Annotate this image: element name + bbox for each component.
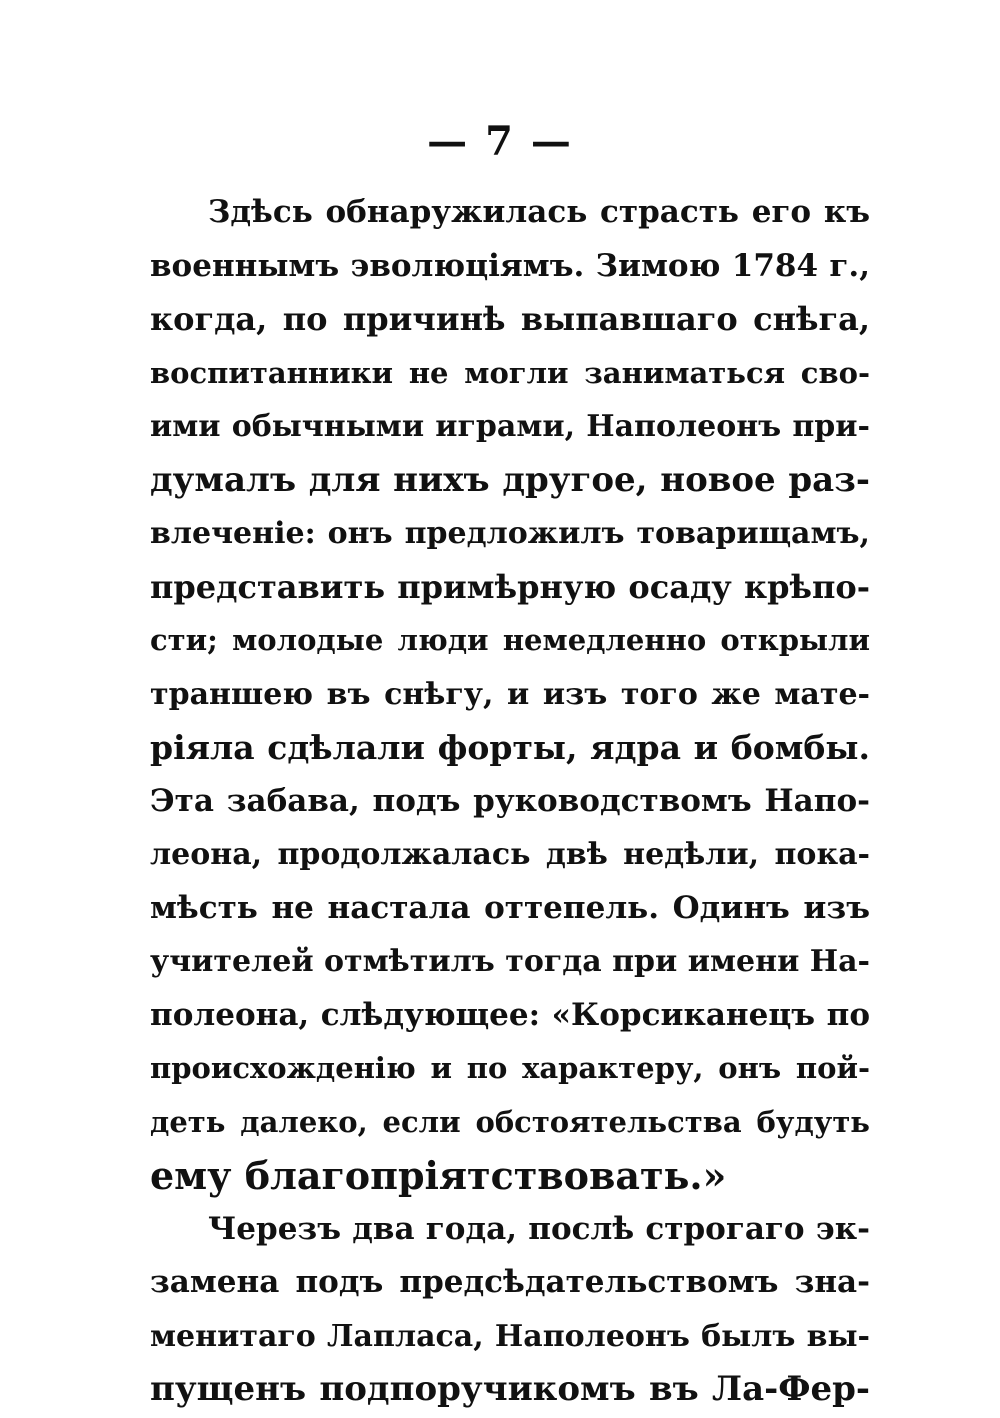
text-line: военнымъ эволюціямъ. Зимою 1784 г.,	[150, 247, 870, 284]
text-line: происхожденію и по характеру, онъ пой-	[150, 1051, 870, 1085]
text-line: леона, продолжалась двѣ недѣли, пока-	[150, 837, 870, 872]
text-line: Здѣсь обнаружилась страсть его къ	[208, 194, 870, 230]
text-line: ріяла сдѣлали форты, ядра и бомбы.	[150, 728, 870, 767]
text-line: менитаго Лапласа, Наполеонъ былъ вы-	[150, 1318, 870, 1354]
page-number: — 7 —	[427, 118, 573, 165]
text-line: траншею въ снѣгу, и изъ того же мате-	[150, 676, 870, 712]
text-line: замена подъ предсѣдательствомъ зна-	[150, 1264, 870, 1300]
text-line: полеона, слѣдующее: «Корсиканецъ по	[150, 996, 870, 1033]
text-line: представить примѣрную осаду крѣпо-	[150, 567, 870, 606]
body-text	[150, 186, 870, 1417]
text-line: ими обычными играми, Наполеонъ при-	[150, 409, 870, 444]
text-line: пущенъ подпоручикомъ въ Ла-Фер-	[150, 1369, 870, 1409]
text-line: Черезъ два года, послѣ строгаго эк-	[208, 1210, 870, 1247]
text-line: воспитанники не могли заниматься сво-	[150, 355, 870, 390]
text-line: деть далеко, если обстоятельства будуть	[150, 1104, 870, 1139]
text-line: когда, по причинѣ выпавшаго снѣга,	[150, 300, 870, 338]
text-line: Эта забава, подъ руководствомъ Напо-	[150, 782, 870, 819]
text-line: ему благопріятствовать.»	[150, 1153, 727, 1198]
text-line: мѣсть не настала оттепель. Одинъ изъ	[150, 889, 870, 926]
text-line: влеченіе: онъ предложилъ товарищамъ,	[150, 516, 870, 551]
text-line: думалъ для нихъ другое, новое раз-	[150, 459, 870, 500]
text-line: сти; молодые люди немедленно открыли	[150, 623, 870, 657]
text-line: учителей отмѣтилъ тогда при имени На-	[150, 944, 870, 979]
